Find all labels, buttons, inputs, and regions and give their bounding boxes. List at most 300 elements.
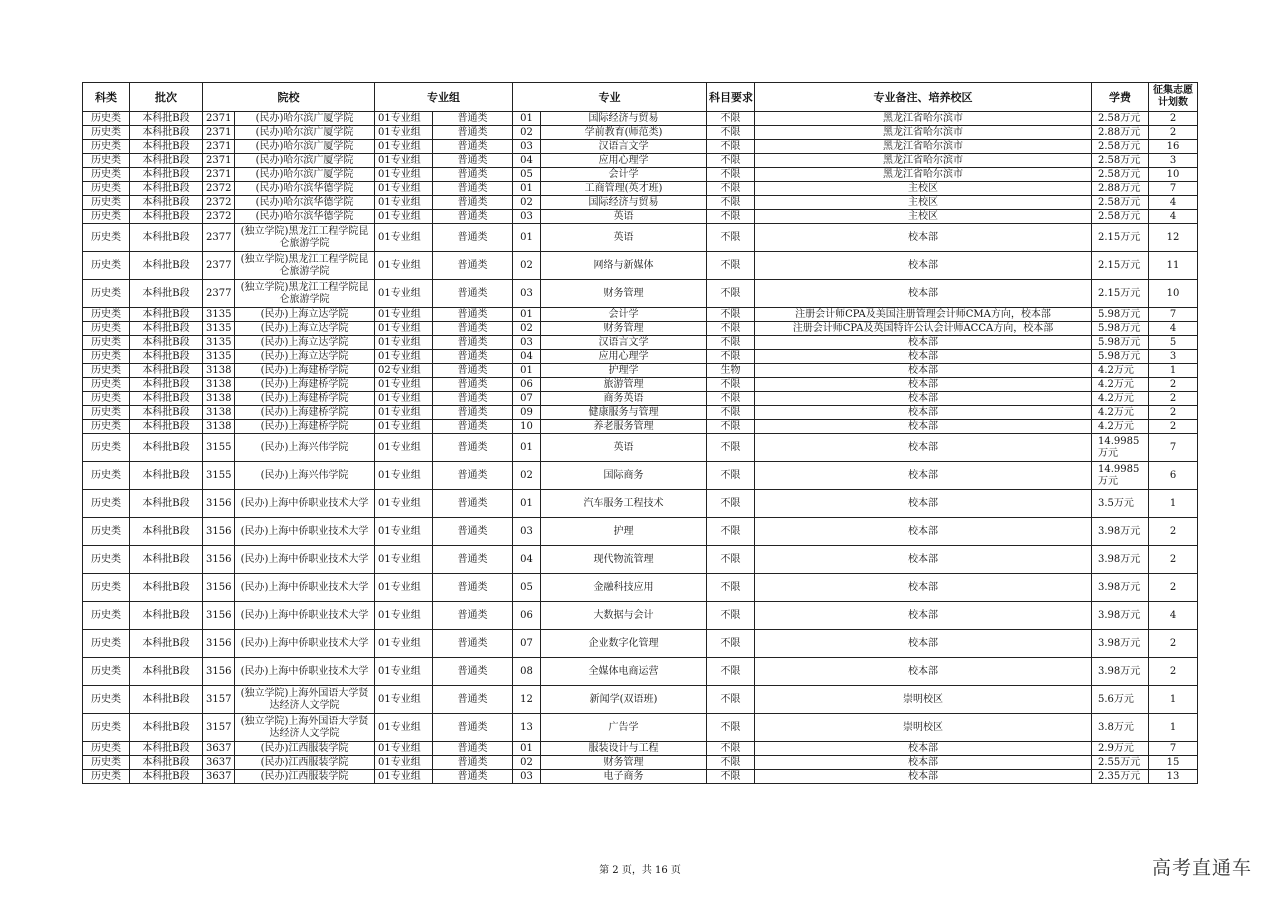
cell-major-group: 01专业组 <box>375 714 433 742</box>
cell-batch: 本科批B段 <box>130 182 203 196</box>
cell-major-code: 01 <box>513 182 541 196</box>
cell-plan-count: 2 <box>1149 518 1198 546</box>
cell-major-code: 06 <box>513 378 541 392</box>
cell-school-name: (民办)哈尔滨华德学院 <box>235 210 375 224</box>
watermark-logo: 高考直通车 <box>1151 857 1252 879</box>
table-row <box>83 434 1198 462</box>
cell-major-name: 汉语言文学 <box>541 336 707 350</box>
cell-school-code: 3637 <box>203 742 235 756</box>
cell-major-group: 01专业组 <box>375 112 433 126</box>
header-major-group: 专业组 <box>375 83 513 112</box>
cell-category: 历史类 <box>83 546 130 574</box>
cell-category: 历史类 <box>83 742 130 756</box>
cell-group-type: 普通类 <box>433 602 513 630</box>
cell-major-code: 03 <box>513 140 541 154</box>
cell-note-campus: 崇明校区 <box>755 686 1092 714</box>
header-school: 院校 <box>203 83 375 112</box>
cell-major-name: 网络与新媒体 <box>541 252 707 280</box>
header-plan-count: 征集志愿计划数 <box>1149 83 1198 112</box>
cell-category: 历史类 <box>83 434 130 462</box>
cell-plan-count: 1 <box>1149 714 1198 742</box>
cell-major-code: 01 <box>513 224 541 252</box>
cell-batch: 本科批B段 <box>130 140 203 154</box>
cell-major-group: 01专业组 <box>375 658 433 686</box>
cell-batch: 本科批B段 <box>130 126 203 140</box>
cell-major-name: 服装设计与工程 <box>541 742 707 756</box>
cell-major-group: 01专业组 <box>375 392 433 406</box>
cell-tuition: 2.58万元 <box>1092 154 1149 168</box>
cell-note-campus: 注册会计师CPA及美国注册管理会计师CMA方向，校本部 <box>755 308 1092 322</box>
cell-school-code: 3156 <box>203 490 235 518</box>
cell-major-group: 01专业组 <box>375 196 433 210</box>
cell-batch: 本科批B段 <box>130 168 203 182</box>
cell-school-name: (民办)上海建桥学院 <box>235 420 375 434</box>
cell-note-campus: 校本部 <box>755 462 1092 490</box>
cell-subject-req: 不限 <box>707 462 755 490</box>
cell-category: 历史类 <box>83 322 130 336</box>
cell-major-group: 01专业组 <box>375 182 433 196</box>
cell-batch: 本科批B段 <box>130 770 203 784</box>
cell-group-type: 普通类 <box>433 546 513 574</box>
cell-note-campus: 注册会计师CPA及英国特许公认会计师ACCA方向，校本部 <box>755 322 1092 336</box>
cell-tuition: 2.58万元 <box>1092 168 1149 182</box>
cell-school-name: (民办)上海立达学院 <box>235 350 375 364</box>
cell-category: 历史类 <box>83 308 130 322</box>
cell-batch: 本科批B段 <box>130 378 203 392</box>
cell-subject-req: 不限 <box>707 406 755 420</box>
cell-subject-req: 不限 <box>707 434 755 462</box>
cell-plan-count: 2 <box>1149 420 1198 434</box>
cell-batch: 本科批B段 <box>130 546 203 574</box>
cell-batch: 本科批B段 <box>130 602 203 630</box>
cell-school-code: 3637 <box>203 756 235 770</box>
cell-note-campus: 校本部 <box>755 658 1092 686</box>
cell-tuition: 4.2万元 <box>1092 420 1149 434</box>
cell-major-code: 03 <box>513 280 541 308</box>
cell-category: 历史类 <box>83 154 130 168</box>
cell-group-type: 普通类 <box>433 490 513 518</box>
cell-plan-count: 16 <box>1149 140 1198 154</box>
cell-major-group: 01专业组 <box>375 756 433 770</box>
header-major: 专业 <box>513 83 707 112</box>
cell-plan-count: 2 <box>1149 658 1198 686</box>
cell-tuition: 3.5万元 <box>1092 490 1149 518</box>
cell-plan-count: 2 <box>1149 546 1198 574</box>
cell-school-code: 3138 <box>203 392 235 406</box>
cell-tuition: 5.98万元 <box>1092 336 1149 350</box>
cell-tuition: 2.58万元 <box>1092 196 1149 210</box>
cell-category: 历史类 <box>83 364 130 378</box>
cell-school-name: (民办)上海建桥学院 <box>235 406 375 420</box>
cell-group-type: 普通类 <box>433 658 513 686</box>
cell-category: 历史类 <box>83 392 130 406</box>
admission-plan-table <box>82 82 1198 784</box>
cell-major-name: 财务管理 <box>541 322 707 336</box>
cell-plan-count: 7 <box>1149 742 1198 756</box>
cell-subject-req: 不限 <box>707 658 755 686</box>
cell-major-name: 大数据与会计 <box>541 602 707 630</box>
cell-subject-req: 不限 <box>707 392 755 406</box>
cell-group-type: 普通类 <box>433 770 513 784</box>
cell-subject-req: 不限 <box>707 630 755 658</box>
cell-note-campus: 主校区 <box>755 182 1092 196</box>
cell-note-campus: 黑龙江省哈尔滨市 <box>755 112 1092 126</box>
cell-school-code: 3138 <box>203 420 235 434</box>
cell-major-name: 金融科技应用 <box>541 574 707 602</box>
cell-category: 历史类 <box>83 140 130 154</box>
table-row <box>83 140 1198 154</box>
header-row <box>83 83 1198 112</box>
cell-batch: 本科批B段 <box>130 406 203 420</box>
cell-plan-count: 7 <box>1149 182 1198 196</box>
cell-major-name: 新闻学(双语班) <box>541 686 707 714</box>
table-row <box>83 490 1198 518</box>
table-row <box>83 574 1198 602</box>
cell-group-type: 普通类 <box>433 434 513 462</box>
cell-school-code: 3156 <box>203 602 235 630</box>
cell-group-type: 普通类 <box>433 518 513 546</box>
cell-school-code: 3135 <box>203 308 235 322</box>
cell-school-code: 3135 <box>203 322 235 336</box>
cell-category: 历史类 <box>83 112 130 126</box>
cell-tuition: 2.15万元 <box>1092 224 1149 252</box>
cell-subject-req: 不限 <box>707 574 755 602</box>
cell-group-type: 普通类 <box>433 350 513 364</box>
cell-school-code: 2372 <box>203 182 235 196</box>
cell-major-code: 10 <box>513 420 541 434</box>
cell-school-name: (独立学院)黑龙江工程学院昆仑旅游学院 <box>235 224 375 252</box>
cell-plan-count: 2 <box>1149 112 1198 126</box>
cell-school-code: 2377 <box>203 224 235 252</box>
cell-school-name: (民办)上海建桥学院 <box>235 364 375 378</box>
cell-batch: 本科批B段 <box>130 210 203 224</box>
cell-category: 历史类 <box>83 182 130 196</box>
cell-major-name: 应用心理学 <box>541 154 707 168</box>
cell-subject-req: 不限 <box>707 420 755 434</box>
cell-subject-req: 不限 <box>707 336 755 350</box>
cell-major-code: 01 <box>513 742 541 756</box>
cell-school-name: (民办)哈尔滨华德学院 <box>235 196 375 210</box>
cell-note-campus: 校本部 <box>755 518 1092 546</box>
cell-major-code: 06 <box>513 602 541 630</box>
cell-plan-count: 2 <box>1149 630 1198 658</box>
cell-school-name: (民办)上海中侨职业技术大学 <box>235 490 375 518</box>
cell-group-type: 普通类 <box>433 630 513 658</box>
cell-note-campus: 黑龙江省哈尔滨市 <box>755 154 1092 168</box>
cell-school-code: 2371 <box>203 154 235 168</box>
cell-group-type: 普通类 <box>433 406 513 420</box>
table-row <box>83 742 1198 756</box>
cell-subject-req: 不限 <box>707 210 755 224</box>
cell-major-group: 01专业组 <box>375 518 433 546</box>
cell-major-name: 汽车服务工程技术 <box>541 490 707 518</box>
cell-group-type: 普通类 <box>433 168 513 182</box>
cell-major-name: 广告学 <box>541 714 707 742</box>
cell-note-campus: 校本部 <box>755 280 1092 308</box>
cell-school-name: (民办)上海建桥学院 <box>235 378 375 392</box>
cell-category: 历史类 <box>83 336 130 350</box>
cell-group-type: 普通类 <box>433 392 513 406</box>
cell-school-name: (民办)上海中侨职业技术大学 <box>235 602 375 630</box>
cell-major-name: 健康服务与管理 <box>541 406 707 420</box>
cell-batch: 本科批B段 <box>130 686 203 714</box>
cell-school-code: 3156 <box>203 546 235 574</box>
cell-school-code: 2372 <box>203 210 235 224</box>
cell-batch: 本科批B段 <box>130 490 203 518</box>
cell-note-campus: 校本部 <box>755 252 1092 280</box>
cell-batch: 本科批B段 <box>130 364 203 378</box>
cell-batch: 本科批B段 <box>130 518 203 546</box>
cell-plan-count: 10 <box>1149 168 1198 182</box>
table-body <box>83 112 1198 784</box>
cell-major-code: 12 <box>513 686 541 714</box>
cell-plan-count: 4 <box>1149 196 1198 210</box>
table-row <box>83 378 1198 392</box>
cell-tuition: 2.55万元 <box>1092 756 1149 770</box>
cell-major-group: 01专业组 <box>375 602 433 630</box>
cell-school-name: (民办)江西服装学院 <box>235 770 375 784</box>
cell-subject-req: 不限 <box>707 490 755 518</box>
table-row <box>83 462 1198 490</box>
cell-category: 历史类 <box>83 462 130 490</box>
table-row <box>83 112 1198 126</box>
cell-school-name: (独立学院)上海外国语大学贤达经济人文学院 <box>235 714 375 742</box>
cell-note-campus: 校本部 <box>755 602 1092 630</box>
cell-tuition: 2.58万元 <box>1092 210 1149 224</box>
cell-subject-req: 不限 <box>707 308 755 322</box>
cell-batch: 本科批B段 <box>130 336 203 350</box>
cell-group-type: 普通类 <box>433 742 513 756</box>
cell-batch: 本科批B段 <box>130 756 203 770</box>
cell-school-code: 3156 <box>203 518 235 546</box>
cell-category: 历史类 <box>83 574 130 602</box>
cell-note-campus: 校本部 <box>755 770 1092 784</box>
cell-major-code: 05 <box>513 168 541 182</box>
table-row <box>83 210 1198 224</box>
cell-category: 历史类 <box>83 770 130 784</box>
table-row <box>83 182 1198 196</box>
cell-note-campus: 校本部 <box>755 434 1092 462</box>
cell-batch: 本科批B段 <box>130 280 203 308</box>
cell-subject-req: 不限 <box>707 280 755 308</box>
cell-plan-count: 6 <box>1149 462 1198 490</box>
cell-major-code: 04 <box>513 154 541 168</box>
cell-tuition: 5.6万元 <box>1092 686 1149 714</box>
cell-school-code: 2371 <box>203 112 235 126</box>
cell-batch: 本科批B段 <box>130 420 203 434</box>
cell-plan-count: 1 <box>1149 686 1198 714</box>
cell-tuition: 3.98万元 <box>1092 518 1149 546</box>
cell-major-code: 01 <box>513 434 541 462</box>
cell-school-name: (民办)上海中侨职业技术大学 <box>235 658 375 686</box>
cell-subject-req: 不限 <box>707 518 755 546</box>
cell-major-code: 02 <box>513 196 541 210</box>
cell-note-campus: 校本部 <box>755 224 1092 252</box>
cell-school-name: (民办)哈尔滨广厦学院 <box>235 126 375 140</box>
cell-tuition: 2.15万元 <box>1092 280 1149 308</box>
cell-major-code: 05 <box>513 574 541 602</box>
cell-subject-req: 不限 <box>707 196 755 210</box>
table-row <box>83 406 1198 420</box>
cell-batch: 本科批B段 <box>130 714 203 742</box>
cell-note-campus: 校本部 <box>755 490 1092 518</box>
cell-note-campus: 校本部 <box>755 420 1092 434</box>
table-row <box>83 196 1198 210</box>
cell-group-type: 普通类 <box>433 182 513 196</box>
cell-group-type: 普通类 <box>433 686 513 714</box>
cell-batch: 本科批B段 <box>130 392 203 406</box>
cell-school-name: (民办)哈尔滨广厦学院 <box>235 140 375 154</box>
cell-note-campus: 校本部 <box>755 630 1092 658</box>
cell-school-name: (民办)江西服装学院 <box>235 742 375 756</box>
cell-school-code: 2371 <box>203 140 235 154</box>
cell-group-type: 普通类 <box>433 756 513 770</box>
cell-major-group: 01专业组 <box>375 434 433 462</box>
cell-subject-req: 不限 <box>707 756 755 770</box>
cell-school-name: (民办)上海兴伟学院 <box>235 434 375 462</box>
cell-plan-count: 7 <box>1149 434 1198 462</box>
cell-note-campus: 校本部 <box>755 336 1092 350</box>
cell-school-code: 3156 <box>203 574 235 602</box>
cell-batch: 本科批B段 <box>130 112 203 126</box>
cell-major-code: 01 <box>513 112 541 126</box>
cell-tuition: 4.2万元 <box>1092 378 1149 392</box>
cell-tuition: 2.58万元 <box>1092 112 1149 126</box>
table-row <box>83 756 1198 770</box>
cell-major-code: 02 <box>513 756 541 770</box>
cell-group-type: 普通类 <box>433 126 513 140</box>
cell-subject-req: 不限 <box>707 350 755 364</box>
cell-school-name: (民办)上海中侨职业技术大学 <box>235 546 375 574</box>
cell-school-code: 3157 <box>203 714 235 742</box>
cell-school-name: (独立学院)上海外国语大学贤达经济人文学院 <box>235 686 375 714</box>
cell-group-type: 普通类 <box>433 112 513 126</box>
cell-batch: 本科批B段 <box>130 742 203 756</box>
table-row <box>83 392 1198 406</box>
cell-major-group: 01专业组 <box>375 770 433 784</box>
table-row <box>83 308 1198 322</box>
cell-major-group: 01专业组 <box>375 154 433 168</box>
cell-tuition: 3.98万元 <box>1092 602 1149 630</box>
cell-category: 历史类 <box>83 490 130 518</box>
cell-batch: 本科批B段 <box>130 252 203 280</box>
cell-school-code: 3155 <box>203 462 235 490</box>
table-row <box>83 224 1198 252</box>
table-row <box>83 350 1198 364</box>
cell-group-type: 普通类 <box>433 252 513 280</box>
cell-major-group: 01专业组 <box>375 462 433 490</box>
table-row <box>83 518 1198 546</box>
cell-school-name: (独立学院)黑龙江工程学院昆仑旅游学院 <box>235 252 375 280</box>
cell-group-type: 普通类 <box>433 364 513 378</box>
cell-note-campus: 黑龙江省哈尔滨市 <box>755 168 1092 182</box>
cell-major-name: 国际商务 <box>541 462 707 490</box>
cell-note-campus: 校本部 <box>755 756 1092 770</box>
cell-major-code: 09 <box>513 406 541 420</box>
cell-subject-req: 不限 <box>707 112 755 126</box>
cell-major-name: 汉语言文学 <box>541 140 707 154</box>
cell-tuition: 2.15万元 <box>1092 252 1149 280</box>
cell-major-code: 02 <box>513 252 541 280</box>
cell-subject-req: 不限 <box>707 742 755 756</box>
cell-batch: 本科批B段 <box>130 224 203 252</box>
table-row <box>83 364 1198 378</box>
cell-note-campus: 主校区 <box>755 196 1092 210</box>
cell-school-name: (民办)哈尔滨广厦学院 <box>235 154 375 168</box>
cell-batch: 本科批B段 <box>130 574 203 602</box>
cell-tuition: 3.98万元 <box>1092 546 1149 574</box>
cell-group-type: 普通类 <box>433 462 513 490</box>
cell-major-group: 01专业组 <box>375 574 433 602</box>
cell-plan-count: 1 <box>1149 490 1198 518</box>
cell-major-group: 01专业组 <box>375 224 433 252</box>
cell-subject-req: 不限 <box>707 224 755 252</box>
cell-school-name: (民办)上海中侨职业技术大学 <box>235 574 375 602</box>
cell-category: 历史类 <box>83 714 130 742</box>
table-row <box>83 154 1198 168</box>
cell-major-name: 学前教育(师范类) <box>541 126 707 140</box>
cell-category: 历史类 <box>83 210 130 224</box>
cell-major-group: 01专业组 <box>375 308 433 322</box>
cell-batch: 本科批B段 <box>130 154 203 168</box>
cell-major-group: 01专业组 <box>375 420 433 434</box>
cell-major-name: 英语 <box>541 210 707 224</box>
table-row <box>83 546 1198 574</box>
cell-school-code: 3156 <box>203 658 235 686</box>
cell-major-code: 08 <box>513 658 541 686</box>
cell-category: 历史类 <box>83 420 130 434</box>
cell-major-group: 01专业组 <box>375 322 433 336</box>
cell-group-type: 普通类 <box>433 224 513 252</box>
cell-category: 历史类 <box>83 350 130 364</box>
cell-major-code: 03 <box>513 336 541 350</box>
cell-major-name: 国际经济与贸易 <box>541 196 707 210</box>
cell-plan-count: 15 <box>1149 756 1198 770</box>
cell-school-name: (民办)上海建桥学院 <box>235 392 375 406</box>
cell-category: 历史类 <box>83 252 130 280</box>
cell-school-code: 3155 <box>203 434 235 462</box>
cell-plan-count: 4 <box>1149 210 1198 224</box>
cell-category: 历史类 <box>83 378 130 392</box>
header-subject-req: 科目要求 <box>707 83 755 112</box>
cell-batch: 本科批B段 <box>130 322 203 336</box>
cell-major-code: 04 <box>513 350 541 364</box>
table-row <box>83 336 1198 350</box>
cell-school-code: 3156 <box>203 630 235 658</box>
cell-plan-count: 13 <box>1149 770 1198 784</box>
cell-category: 历史类 <box>83 756 130 770</box>
cell-plan-count: 3 <box>1149 154 1198 168</box>
cell-group-type: 普通类 <box>433 420 513 434</box>
cell-major-group: 01专业组 <box>375 280 433 308</box>
cell-category: 历史类 <box>83 658 130 686</box>
cell-batch: 本科批B段 <box>130 630 203 658</box>
table-row <box>83 126 1198 140</box>
cell-major-code: 13 <box>513 714 541 742</box>
cell-major-code: 01 <box>513 364 541 378</box>
cell-major-name: 旅游管理 <box>541 378 707 392</box>
cell-school-name: (民办)上海兴伟学院 <box>235 462 375 490</box>
cell-note-campus: 校本部 <box>755 378 1092 392</box>
cell-major-group: 01专业组 <box>375 406 433 420</box>
cell-school-code: 3135 <box>203 336 235 350</box>
cell-tuition: 4.2万元 <box>1092 364 1149 378</box>
cell-plan-count: 2 <box>1149 574 1198 602</box>
cell-plan-count: 5 <box>1149 336 1198 350</box>
cell-tuition: 5.98万元 <box>1092 322 1149 336</box>
cell-plan-count: 7 <box>1149 308 1198 322</box>
cell-major-name: 英语 <box>541 434 707 462</box>
